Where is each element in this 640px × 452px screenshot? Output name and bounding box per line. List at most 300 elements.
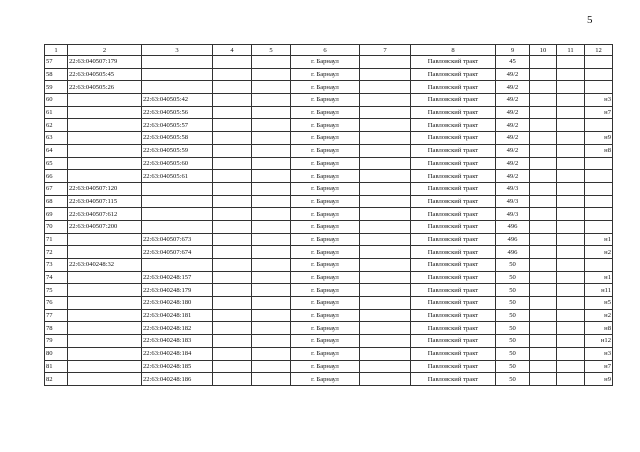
cell-col-11: [557, 132, 585, 145]
cell-col-11: [557, 246, 585, 259]
cell-city: г. Барнаул: [291, 297, 360, 310]
cell-col-5: [252, 322, 291, 335]
cell-point-label: [585, 208, 613, 221]
cell-col-7: [360, 284, 411, 297]
cell-row-number: 72: [45, 246, 68, 259]
cell-city: г. Барнаул: [291, 195, 360, 208]
cell-cadastral-number-building: [142, 81, 213, 94]
cell-col-11: [557, 94, 585, 107]
cell-house-number: 49/2: [496, 144, 530, 157]
table-row: [45, 195, 613, 208]
cell-cadastral-number-building: [142, 182, 213, 195]
header-row: [45, 45, 613, 56]
table-row: [45, 157, 613, 170]
cell-cadastral-number-building: 22:63:040248:184: [142, 347, 213, 360]
cell-city: г. Барнаул: [291, 220, 360, 233]
cell-col-7: [360, 144, 411, 157]
cell-house-number: 49/3: [496, 182, 530, 195]
cell-row-number: 68: [45, 195, 68, 208]
cell-col-10: [530, 259, 557, 272]
cell-cadastral-number-building: [142, 220, 213, 233]
cell-cadastral-number-building: 22:63:040505:58: [142, 132, 213, 145]
cell-col-10: [530, 335, 557, 348]
cell-house-number: 50: [496, 259, 530, 272]
cell-cadastral-number-building: 22:63:040505:42: [142, 94, 213, 107]
cell-col-11: [557, 284, 585, 297]
cell-col-7: [360, 373, 411, 386]
cell-col-5: [252, 220, 291, 233]
cell-cadastral-number-building: 22:63:040507:673: [142, 233, 213, 246]
cell-col-5: [252, 246, 291, 259]
cell-city: г. Барнаул: [291, 119, 360, 132]
cell-col-5: [252, 373, 291, 386]
cell-cadastral-number-parcel: 22:63:040507:115: [68, 195, 142, 208]
cell-row-number: 64: [45, 144, 68, 157]
cell-city: г. Барнаул: [291, 246, 360, 259]
cell-row-number: 66: [45, 170, 68, 183]
cell-col-5: [252, 132, 291, 145]
cell-street: Павловский тракт: [411, 271, 496, 284]
cell-point-label: [585, 56, 613, 69]
cell-city: г. Барнаул: [291, 271, 360, 284]
cell-col-11: [557, 182, 585, 195]
cell-cadastral-number-parcel: 22:63:040505:26: [68, 81, 142, 94]
cell-col-5: [252, 259, 291, 272]
cell-house-number: 50: [496, 347, 530, 360]
cell-city: г. Барнаул: [291, 106, 360, 119]
cell-cadastral-number-parcel: [68, 106, 142, 119]
cell-cadastral-number-parcel: [68, 284, 142, 297]
cell-col-4: [213, 56, 252, 69]
cell-col-10: [530, 157, 557, 170]
cell-row-number: 57: [45, 56, 68, 69]
cell-point-label: н5: [585, 297, 613, 310]
cell-cadastral-number-parcel: [68, 373, 142, 386]
cell-house-number: 496: [496, 246, 530, 259]
cell-street: Павловский тракт: [411, 56, 496, 69]
cell-col-7: [360, 182, 411, 195]
cell-col-10: [530, 94, 557, 107]
column-header: 11: [557, 45, 585, 56]
table-row: [45, 322, 613, 335]
cell-col-4: [213, 94, 252, 107]
cell-col-4: [213, 297, 252, 310]
cell-col-10: [530, 208, 557, 221]
cell-col-4: [213, 335, 252, 348]
cell-col-10: [530, 360, 557, 373]
table-row: [45, 106, 613, 119]
cell-col-5: [252, 297, 291, 310]
cell-row-number: 71: [45, 233, 68, 246]
cell-row-number: 82: [45, 373, 68, 386]
cell-col-10: [530, 373, 557, 386]
cell-street: Павловский тракт: [411, 157, 496, 170]
cell-col-5: [252, 56, 291, 69]
cell-city: г. Барнаул: [291, 322, 360, 335]
cell-col-5: [252, 182, 291, 195]
column-header: 5: [252, 45, 291, 56]
cell-col-5: [252, 309, 291, 322]
cell-point-label: н9: [585, 132, 613, 145]
cell-city: г. Барнаул: [291, 373, 360, 386]
cell-point-label: [585, 157, 613, 170]
cell-col-7: [360, 297, 411, 310]
table-row: [45, 81, 613, 94]
cell-col-5: [252, 271, 291, 284]
cell-cadastral-number-building: 22:63:040507:674: [142, 246, 213, 259]
cell-house-number: 50: [496, 373, 530, 386]
cell-street: Павловский тракт: [411, 347, 496, 360]
cell-cadastral-number-parcel: [68, 360, 142, 373]
cell-cadastral-number-parcel: [68, 94, 142, 107]
cell-cadastral-number-parcel: [68, 246, 142, 259]
cell-row-number: 62: [45, 119, 68, 132]
cell-col-10: [530, 132, 557, 145]
cell-house-number: 50: [496, 284, 530, 297]
cell-point-label: [585, 220, 613, 233]
cell-col-7: [360, 68, 411, 81]
cell-city: г. Барнаул: [291, 132, 360, 145]
cell-col-4: [213, 106, 252, 119]
cell-cadastral-number-building: 22:63:040248:180: [142, 297, 213, 310]
cell-city: г. Барнаул: [291, 360, 360, 373]
cell-cadastral-number-building: 22:63:040505:59: [142, 144, 213, 157]
cell-col-11: [557, 335, 585, 348]
cell-col-11: [557, 360, 585, 373]
cell-cadastral-number-parcel: 22:63:040248:32: [68, 259, 142, 272]
cell-col-4: [213, 347, 252, 360]
column-header: 8: [411, 45, 496, 56]
cell-point-label: н2: [585, 246, 613, 259]
cell-point-label: [585, 195, 613, 208]
cell-col-7: [360, 132, 411, 145]
cell-cadastral-number-parcel: [68, 347, 142, 360]
cell-cadastral-number-building: 22:63:040248:181: [142, 309, 213, 322]
table-row: [45, 284, 613, 297]
cell-col-11: [557, 220, 585, 233]
cell-cadastral-number-parcel: [68, 119, 142, 132]
cell-point-label: н8: [585, 322, 613, 335]
cell-col-7: [360, 195, 411, 208]
cell-col-11: [557, 322, 585, 335]
cell-house-number: 50: [496, 322, 530, 335]
table-row: [45, 94, 613, 107]
cell-col-11: [557, 170, 585, 183]
cell-col-5: [252, 208, 291, 221]
cell-house-number: 49/2: [496, 119, 530, 132]
table-row: [45, 182, 613, 195]
cell-col-7: [360, 233, 411, 246]
cell-col-4: [213, 373, 252, 386]
cell-cadastral-number-building: [142, 259, 213, 272]
cell-row-number: 63: [45, 132, 68, 145]
cell-col-4: [213, 170, 252, 183]
table-row: [45, 360, 613, 373]
cell-house-number: 49/2: [496, 170, 530, 183]
cell-house-number: 49/2: [496, 157, 530, 170]
cell-col-4: [213, 360, 252, 373]
cell-city: г. Барнаул: [291, 170, 360, 183]
cell-house-number: 49/2: [496, 132, 530, 145]
cell-col-11: [557, 233, 585, 246]
cell-col-5: [252, 170, 291, 183]
cell-point-label: [585, 259, 613, 272]
cell-col-4: [213, 322, 252, 335]
cell-house-number: 49/3: [496, 195, 530, 208]
cell-city: г. Барнаул: [291, 182, 360, 195]
cell-col-7: [360, 81, 411, 94]
cell-street: Павловский тракт: [411, 195, 496, 208]
cell-row-number: 76: [45, 297, 68, 310]
cell-city: г. Барнаул: [291, 284, 360, 297]
cell-col-10: [530, 309, 557, 322]
cell-col-11: [557, 208, 585, 221]
cell-col-4: [213, 233, 252, 246]
table-row: [45, 56, 613, 69]
table-row: [45, 220, 613, 233]
cell-col-11: [557, 56, 585, 69]
cell-row-number: 79: [45, 335, 68, 348]
cell-house-number: 50: [496, 271, 530, 284]
cell-col-10: [530, 81, 557, 94]
cell-col-5: [252, 360, 291, 373]
cell-city: г. Барнаул: [291, 56, 360, 69]
cell-col-4: [213, 182, 252, 195]
table-row: [45, 132, 613, 145]
cell-col-7: [360, 94, 411, 107]
cell-col-10: [530, 144, 557, 157]
cell-city: г. Барнаул: [291, 68, 360, 81]
cell-city: г. Барнаул: [291, 309, 360, 322]
cell-col-10: [530, 56, 557, 69]
cell-street: Павловский тракт: [411, 259, 496, 272]
cell-cadastral-number-building: 22:63:040248:185: [142, 360, 213, 373]
cell-city: г. Барнаул: [291, 157, 360, 170]
cell-col-5: [252, 68, 291, 81]
cell-cadastral-number-building: [142, 195, 213, 208]
cell-point-label: н2: [585, 309, 613, 322]
table-row: [45, 271, 613, 284]
cell-street: Павловский тракт: [411, 119, 496, 132]
cell-col-7: [360, 106, 411, 119]
column-header: 9: [496, 45, 530, 56]
cell-house-number: 45: [496, 56, 530, 69]
cell-col-5: [252, 233, 291, 246]
cell-street: Павловский тракт: [411, 170, 496, 183]
cell-street: Павловский тракт: [411, 106, 496, 119]
cell-house-number: 49/3: [496, 208, 530, 221]
table-row: [45, 335, 613, 348]
cell-cadastral-number-parcel: [68, 144, 142, 157]
cell-col-5: [252, 157, 291, 170]
cell-street: Павловский тракт: [411, 233, 496, 246]
table-row: [45, 259, 613, 272]
cell-point-label: н11: [585, 284, 613, 297]
cell-col-4: [213, 246, 252, 259]
cell-col-7: [360, 271, 411, 284]
cell-col-10: [530, 271, 557, 284]
cell-house-number: 49/2: [496, 81, 530, 94]
cell-point-label: н8: [585, 144, 613, 157]
cell-point-label: н3: [585, 94, 613, 107]
cell-city: г. Барнаул: [291, 347, 360, 360]
cell-street: Павловский тракт: [411, 246, 496, 259]
cell-street: Павловский тракт: [411, 373, 496, 386]
cell-col-5: [252, 81, 291, 94]
cell-row-number: 67: [45, 182, 68, 195]
cell-row-number: 77: [45, 309, 68, 322]
cell-row-number: 60: [45, 94, 68, 107]
cell-col-11: [557, 81, 585, 94]
table-body: [45, 56, 613, 386]
cell-col-10: [530, 246, 557, 259]
cell-col-10: [530, 119, 557, 132]
cell-col-7: [360, 309, 411, 322]
cell-street: Павловский тракт: [411, 297, 496, 310]
cell-cadastral-number-parcel: [68, 297, 142, 310]
cell-col-10: [530, 170, 557, 183]
table-row: [45, 309, 613, 322]
cell-point-label: [585, 170, 613, 183]
cell-house-number: 496: [496, 233, 530, 246]
cell-cadastral-number-parcel: 22:63:040507:200: [68, 220, 142, 233]
cell-point-label: [585, 68, 613, 81]
cell-house-number: 50: [496, 297, 530, 310]
cell-point-label: н7: [585, 360, 613, 373]
cell-col-11: [557, 195, 585, 208]
table-row: [45, 68, 613, 81]
cell-street: Павловский тракт: [411, 360, 496, 373]
cell-cadastral-number-parcel: [68, 132, 142, 145]
cell-house-number: 50: [496, 360, 530, 373]
cell-col-7: [360, 220, 411, 233]
cell-cadastral-number-building: 22:63:040505:61: [142, 170, 213, 183]
cell-col-10: [530, 106, 557, 119]
cell-col-7: [360, 246, 411, 259]
cell-cadastral-number-parcel: [68, 271, 142, 284]
cell-cadastral-number-parcel: [68, 157, 142, 170]
cell-street: Павловский тракт: [411, 220, 496, 233]
cell-street: Павловский тракт: [411, 144, 496, 157]
cell-city: г. Барнаул: [291, 208, 360, 221]
cell-col-4: [213, 208, 252, 221]
cell-row-number: 65: [45, 157, 68, 170]
table-row: [45, 170, 613, 183]
cell-col-4: [213, 81, 252, 94]
cell-street: Павловский тракт: [411, 132, 496, 145]
cell-col-11: [557, 144, 585, 157]
page-number: 5: [587, 14, 593, 26]
cell-col-7: [360, 322, 411, 335]
cell-house-number: 49/2: [496, 106, 530, 119]
cell-col-4: [213, 119, 252, 132]
cell-point-label: [585, 119, 613, 132]
cell-col-10: [530, 297, 557, 310]
column-header: 3: [142, 45, 213, 56]
cell-col-4: [213, 309, 252, 322]
cell-cadastral-number-building: 22:63:040248:157: [142, 271, 213, 284]
cell-col-10: [530, 347, 557, 360]
cell-col-11: [557, 259, 585, 272]
cell-cadastral-number-parcel: [68, 335, 142, 348]
cell-cadastral-number-parcel: [68, 309, 142, 322]
column-header: 4: [213, 45, 252, 56]
table-row: [45, 233, 613, 246]
cell-col-4: [213, 68, 252, 81]
cell-row-number: 78: [45, 322, 68, 335]
cell-col-4: [213, 144, 252, 157]
column-header: 10: [530, 45, 557, 56]
cell-col-7: [360, 259, 411, 272]
column-header: 6: [291, 45, 360, 56]
cell-cadastral-number-building: [142, 56, 213, 69]
table-row: [45, 246, 613, 259]
cell-city: г. Барнаул: [291, 81, 360, 94]
registry-table: [44, 44, 613, 386]
column-header: 1: [45, 45, 68, 56]
cell-row-number: 58: [45, 68, 68, 81]
cell-col-11: [557, 373, 585, 386]
cell-street: Павловский тракт: [411, 208, 496, 221]
cell-row-number: 70: [45, 220, 68, 233]
cell-street: Павловский тракт: [411, 322, 496, 335]
cell-col-7: [360, 360, 411, 373]
cell-col-7: [360, 119, 411, 132]
cell-row-number: 81: [45, 360, 68, 373]
table-row: [45, 144, 613, 157]
cell-street: Павловский тракт: [411, 68, 496, 81]
cell-col-5: [252, 94, 291, 107]
cell-row-number: 61: [45, 106, 68, 119]
column-header: 7: [360, 45, 411, 56]
cell-cadastral-number-parcel: [68, 170, 142, 183]
cell-row-number: 80: [45, 347, 68, 360]
cell-col-4: [213, 271, 252, 284]
cell-col-4: [213, 220, 252, 233]
cell-house-number: 49/2: [496, 94, 530, 107]
cell-row-number: 73: [45, 259, 68, 272]
cell-point-label: н3: [585, 347, 613, 360]
cell-cadastral-number-building: 22:63:040248:179: [142, 284, 213, 297]
cell-col-4: [213, 132, 252, 145]
cell-cadastral-number-building: 22:63:040505:57: [142, 119, 213, 132]
cell-col-7: [360, 170, 411, 183]
cell-col-4: [213, 284, 252, 297]
cell-street: Павловский тракт: [411, 335, 496, 348]
cell-col-11: [557, 309, 585, 322]
cell-col-7: [360, 347, 411, 360]
cell-col-10: [530, 195, 557, 208]
cell-col-10: [530, 233, 557, 246]
table-row: [45, 297, 613, 310]
cell-col-10: [530, 182, 557, 195]
cell-col-11: [557, 271, 585, 284]
cell-col-5: [252, 144, 291, 157]
cell-col-5: [252, 119, 291, 132]
table-row: [45, 208, 613, 221]
cell-point-label: н1: [585, 233, 613, 246]
cell-house-number: 50: [496, 309, 530, 322]
cell-point-label: [585, 81, 613, 94]
cell-col-10: [530, 322, 557, 335]
cell-cadastral-number-parcel: 22:63:040507:179: [68, 56, 142, 69]
cell-col-4: [213, 259, 252, 272]
cell-street: Павловский тракт: [411, 81, 496, 94]
cell-cadastral-number-building: [142, 208, 213, 221]
cell-point-label: н1: [585, 271, 613, 284]
cell-cadastral-number-building: 22:63:040248:186: [142, 373, 213, 386]
cell-row-number: 69: [45, 208, 68, 221]
